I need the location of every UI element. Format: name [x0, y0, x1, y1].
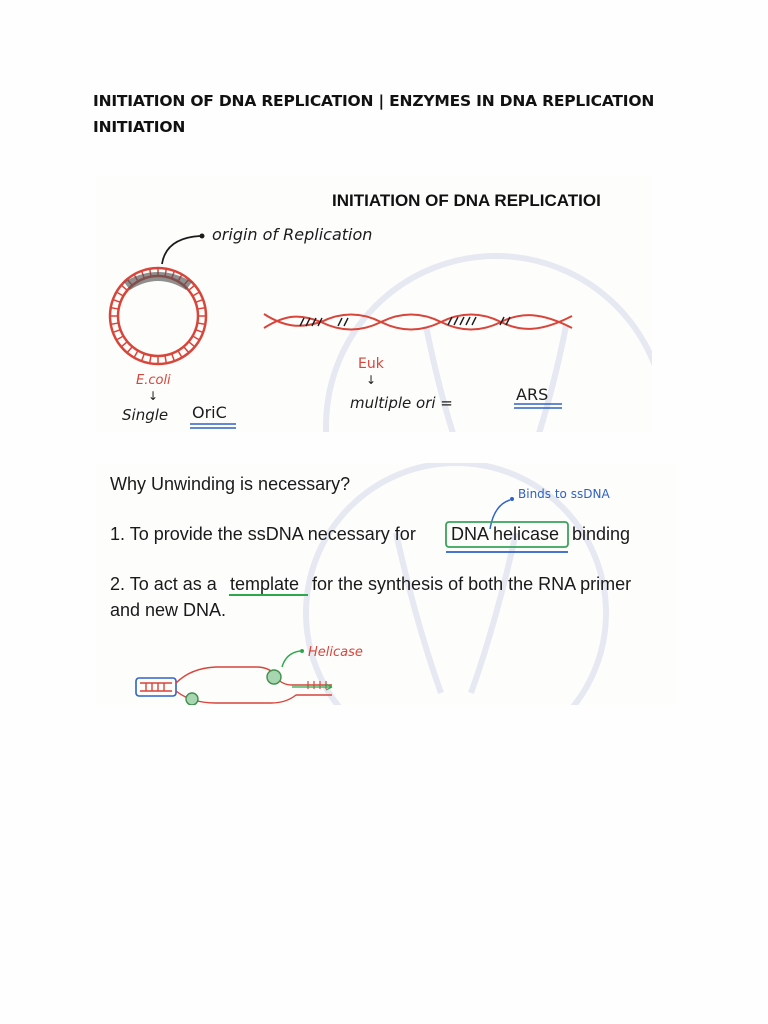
ring-tick	[113, 330, 121, 333]
replication-bubble-sketch	[136, 649, 332, 705]
duplex-box	[136, 678, 176, 696]
point1-suffix: binding	[572, 524, 631, 544]
point1-dna-helicase: DNA helicase	[451, 524, 560, 544]
ring-tick	[116, 336, 123, 340]
ring-tick	[178, 351, 182, 358]
ring-tick	[116, 292, 123, 296]
ring-tick	[113, 300, 121, 303]
origin-of-replication-label: origin of Replication	[212, 225, 373, 244]
figure1-heading: INITIATION OF DNA REPLICATIOI	[332, 191, 601, 210]
ecoli-down-arrow: ↓	[148, 389, 159, 403]
ring-tick	[165, 355, 166, 363]
point2-line2: and new DNA.	[110, 600, 227, 620]
helicase-enzyme-top	[267, 670, 281, 684]
ring-tick	[127, 347, 132, 353]
ring-tick	[189, 342, 195, 347]
ring-tick	[121, 285, 127, 290]
single-label: Single	[122, 406, 169, 424]
ring-tick	[142, 354, 145, 362]
origin-pointer-arrow	[162, 236, 200, 264]
figure1-drawing	[96, 176, 652, 432]
ring-tick	[189, 285, 195, 290]
ring-tick	[196, 300, 204, 303]
ring-tick	[134, 351, 138, 358]
document-title: INITIATION OF DNA REPLICATION | ENZYMES IN DNA REPLICATION INITIATION	[93, 92, 655, 136]
point1-prefix: 1. To provide the ssDNA necessary for	[110, 524, 416, 544]
point2-template: template	[230, 574, 300, 594]
helicase-pointer-arrow	[282, 651, 300, 667]
oric-underline	[190, 424, 236, 428]
binds-to-ssdna-annotation: Binds to ssDNA	[518, 487, 610, 501]
point2-prefix: 2. To act as a	[110, 574, 217, 594]
euk-label: Euk	[358, 356, 384, 372]
ring-tick	[111, 323, 119, 324]
ring-tick	[172, 354, 175, 362]
ring-tick	[193, 336, 200, 340]
ecoli-label: E.coli	[136, 373, 171, 388]
ring-tick	[197, 323, 205, 324]
euk-down-arrow: ↓	[366, 373, 377, 387]
figure2-drawing	[96, 463, 676, 705]
ars-underline	[514, 404, 562, 408]
ring-tick	[193, 292, 200, 296]
ring-tick	[121, 342, 127, 347]
ring-tick	[111, 308, 119, 309]
oric-label: OriC	[192, 403, 227, 422]
ring-tick	[150, 355, 151, 363]
figure-why-unwinding	[96, 463, 676, 705]
helicase-enzyme-bottom	[186, 693, 198, 705]
ring-tick	[196, 330, 204, 333]
ars-label: ARS	[516, 385, 549, 404]
helicase-label: Helicase	[308, 645, 363, 660]
point2-suffix: for the synthesis of both the RNA primer	[312, 574, 632, 594]
ring-tick	[197, 308, 205, 309]
figure-initiation-of-replication	[96, 176, 652, 432]
eukaryotic-linear-dna	[264, 314, 572, 330]
ring-tick	[184, 347, 189, 353]
multiple-ori-label: multiple ori =	[350, 394, 453, 412]
ecoli-circular-chromosome	[110, 268, 206, 364]
unwinding-question: Why Unwinding is necessary?	[110, 474, 351, 494]
